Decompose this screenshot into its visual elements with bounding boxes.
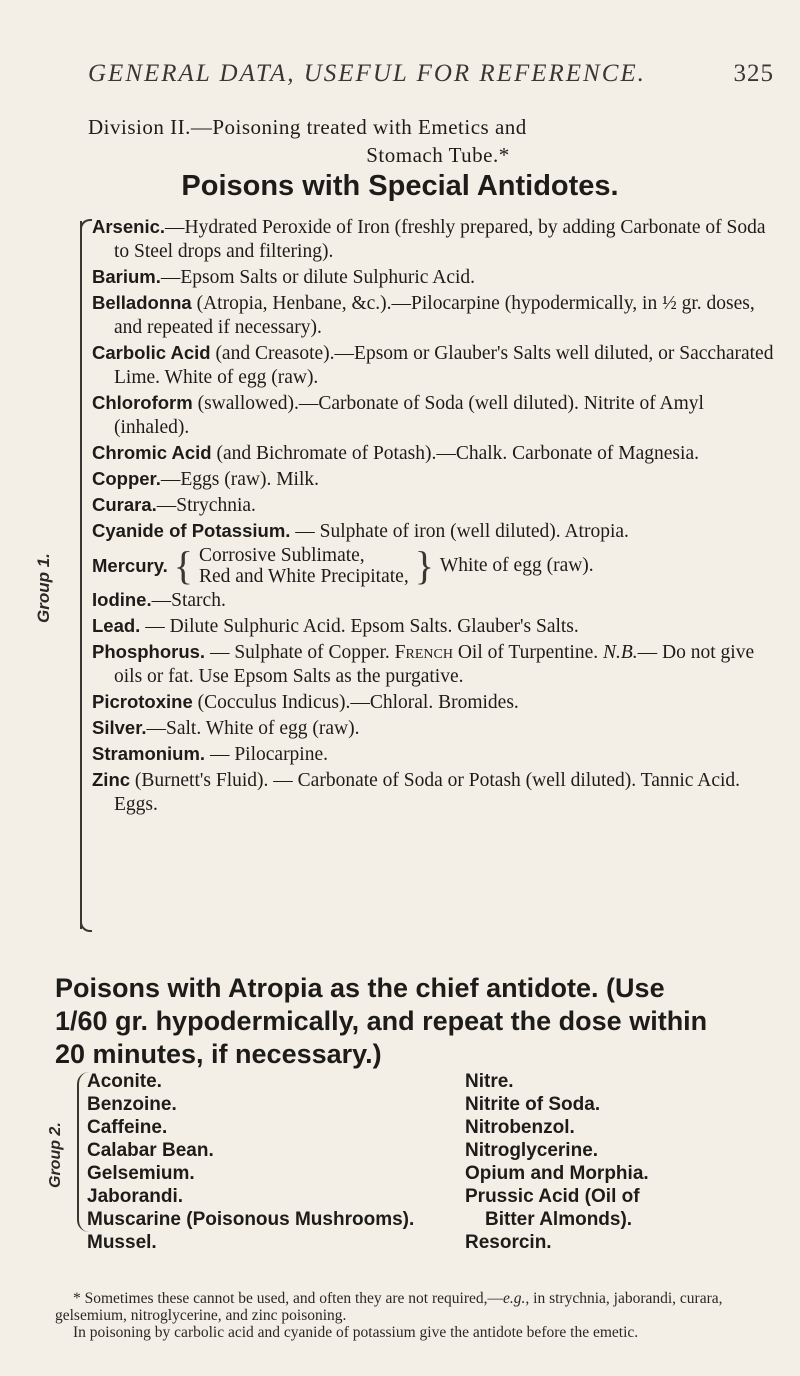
- poison-entry: [92, 588, 778, 613]
- poison-name: Lead.: [92, 615, 141, 636]
- poison-entry: [92, 291, 778, 340]
- nota-bene: N.B.: [603, 642, 638, 663]
- antidote-text: Oil of Turpentine.: [452, 642, 603, 663]
- antidote-text: (Atropia, Henbane, &c.).—Pilocarpine (hypodermically, in ½ gr. doses, and repeated if necessary).: [114, 293, 755, 338]
- footnote-line: In poisoning by carbolic acid and cyanide of potassium give the antidote before the emetic.: [73, 1324, 639, 1341]
- left-brace-glyph: {: [173, 543, 193, 588]
- division-heading-line1: Division II.—Poisoning treated with Emetics and: [88, 115, 527, 139]
- right-brace-glyph: }: [414, 543, 434, 588]
- section2-title: [55, 972, 775, 1071]
- division-heading-line2: Stomach Tube.*: [366, 143, 510, 167]
- antidote-text: — Sulphate of iron (well diluted). Atropia.: [290, 521, 629, 542]
- poison-entry: [92, 640, 778, 689]
- poison-entry: [92, 614, 778, 639]
- poison-item: Nitre.: [465, 1071, 514, 1092]
- antidote-text: — Pilocarpine.: [205, 744, 329, 765]
- group1-brace: [80, 221, 82, 929]
- poison-entry: [92, 768, 778, 817]
- antidote-text: —Eggs (raw). Milk.: [160, 469, 320, 490]
- poison-name: Barium.: [92, 266, 161, 287]
- antidote-text: —Strychnia.: [156, 495, 256, 516]
- poison-item-continuation: Bitter Almonds).: [485, 1209, 633, 1230]
- running-head: [88, 60, 788, 88]
- poison-entry: [92, 341, 778, 390]
- antidote-text: —Starch.: [151, 590, 226, 611]
- poison-item: Muscarine (Poisonous Mushrooms).: [87, 1209, 415, 1230]
- poison-item: Resorcin.: [465, 1232, 552, 1253]
- antidote-text: — Dilute Sulphuric Acid. Epsom Salts. Glauber's Salts.: [140, 616, 579, 637]
- poison-name: Belladonna: [92, 292, 192, 313]
- page-number: 325: [733, 60, 774, 87]
- poison-name: Mercury.: [92, 555, 168, 576]
- poison-item: Nitrite of Soda.: [465, 1094, 601, 1115]
- antidote-text: (Cocculus Indicus).—Chloral. Bromides.: [192, 692, 519, 713]
- section1-title: Poisons with Special Antidotes.: [181, 170, 619, 202]
- poison-entry: [92, 519, 778, 544]
- footnote: [55, 1290, 765, 1341]
- antidote-text: (and Creasote).—Epsom or Glauber's Salts well diluted, or Saccharated Lime. White of egg (raw).: [114, 343, 774, 388]
- antidote-text: (Burnett's Fluid). — Carbonate of Soda or Potash (well diluted). Tannic Acid. Eggs.: [114, 770, 741, 815]
- footnote-text: * Sometimes these cannot be used, and often they are not required,—: [73, 1290, 503, 1307]
- section2-title-line: Poisons with Atropia as the chief antidote. (Use: [55, 973, 665, 1003]
- group1-list: [34, 215, 778, 818]
- poison-name: Stramonium.: [92, 743, 206, 764]
- footnote-line: [55, 1290, 765, 1324]
- poison-name: Curara.: [92, 494, 157, 515]
- poison-name: Carbolic Acid: [92, 342, 211, 363]
- poison-entry: [92, 493, 778, 518]
- antidote-text: — Do not give oils or fat. Use Epsom Salts as the purgative.: [114, 642, 755, 687]
- mercury-forms: [199, 545, 409, 587]
- footnote-eg: e.g.: [503, 1290, 526, 1307]
- poison-item: Jaborandi.: [87, 1186, 184, 1207]
- poison-item: Nitroglycerine.: [465, 1140, 599, 1161]
- poison-name: Iodine.: [92, 589, 152, 610]
- poison-name: Picrotoxine: [92, 691, 193, 712]
- poison-entry: [92, 265, 778, 290]
- group2-left-column: [87, 1070, 427, 1254]
- poison-name: Silver.: [92, 717, 147, 738]
- division-heading: [88, 114, 788, 168]
- section2-title-line: 1/60 gr. hypodermically, and repeat the dose within: [55, 1006, 708, 1036]
- group2-right-column: [465, 1070, 785, 1254]
- footnote-text: , in strychnia, jaborandi, curara, gelsemium, nitroglycerine, and zinc poisoning.: [55, 1290, 723, 1324]
- poison-item: Opium and Morphia.: [465, 1163, 649, 1184]
- mercury-form: Red and White Precipitate,: [198, 566, 409, 587]
- antidote-text: — Sulphate of Copper.: [205, 642, 395, 663]
- poison-name: Arsenic.: [92, 216, 166, 237]
- group1-label: Group 1.: [34, 553, 53, 623]
- poison-item: Benzoine.: [87, 1094, 177, 1115]
- group2-list: [47, 1070, 775, 1253]
- antidote-text: —Hydrated Peroxide of Iron (freshly prepared, by adding Carbonate of Soda to Steel drops and filtering).: [114, 217, 766, 262]
- poison-item: Caffeine.: [87, 1117, 168, 1138]
- antidote-text: (and Bichromate of Potash).—Chalk. Carbonate of Magnesia.: [211, 443, 699, 464]
- antidote-text-smallcaps: French: [394, 642, 453, 663]
- poison-entry: [92, 467, 778, 492]
- antidote-text: —Salt. White of egg (raw).: [146, 718, 360, 739]
- antidote-text: —Epsom Salts or dilute Sulphuric Acid.: [160, 267, 476, 288]
- section2-title-line: 20 minutes, if necessary.): [55, 1039, 382, 1069]
- poison-entry: [92, 690, 778, 715]
- antidote-text: (swallowed).—Carbonate of Soda (well diluted). Nitrite of Amyl (inhaled).: [114, 393, 704, 438]
- poison-entry: [92, 391, 778, 440]
- poison-entry: [92, 716, 778, 741]
- poison-name: Copper.: [92, 468, 161, 489]
- poison-item: Gelsemium.: [87, 1163, 195, 1184]
- mercury-entry: [92, 545, 778, 587]
- poison-name: Chromic Acid: [92, 442, 212, 463]
- group2-label: Group 2.: [47, 1122, 64, 1188]
- poison-name: Phosphorus.: [92, 641, 206, 662]
- group1-brace-bottom: [80, 922, 92, 932]
- poison-name: Chloroform: [92, 392, 193, 413]
- mercury-form: Corrosive Sublimate,: [198, 545, 365, 566]
- antidote-text: White of egg (raw).: [439, 555, 594, 576]
- poison-name: Cyanide of Potassium.: [92, 520, 291, 541]
- poison-entry: [92, 441, 778, 466]
- poison-item: Prussic Acid (Oil of: [465, 1186, 640, 1207]
- running-head-title: GENERAL DATA, USEFUL FOR REFERENCE.: [88, 60, 646, 87]
- poison-item: Aconite.: [87, 1071, 162, 1092]
- poison-name: Zinc: [92, 769, 131, 790]
- poison-item: Mussel.: [87, 1232, 157, 1253]
- poison-entry: [92, 742, 778, 767]
- poison-item: Calabar Bean.: [87, 1140, 214, 1161]
- poison-entry: [92, 215, 778, 264]
- poison-item: Nitrobenzol.: [465, 1117, 575, 1138]
- group1-entries: [92, 215, 778, 817]
